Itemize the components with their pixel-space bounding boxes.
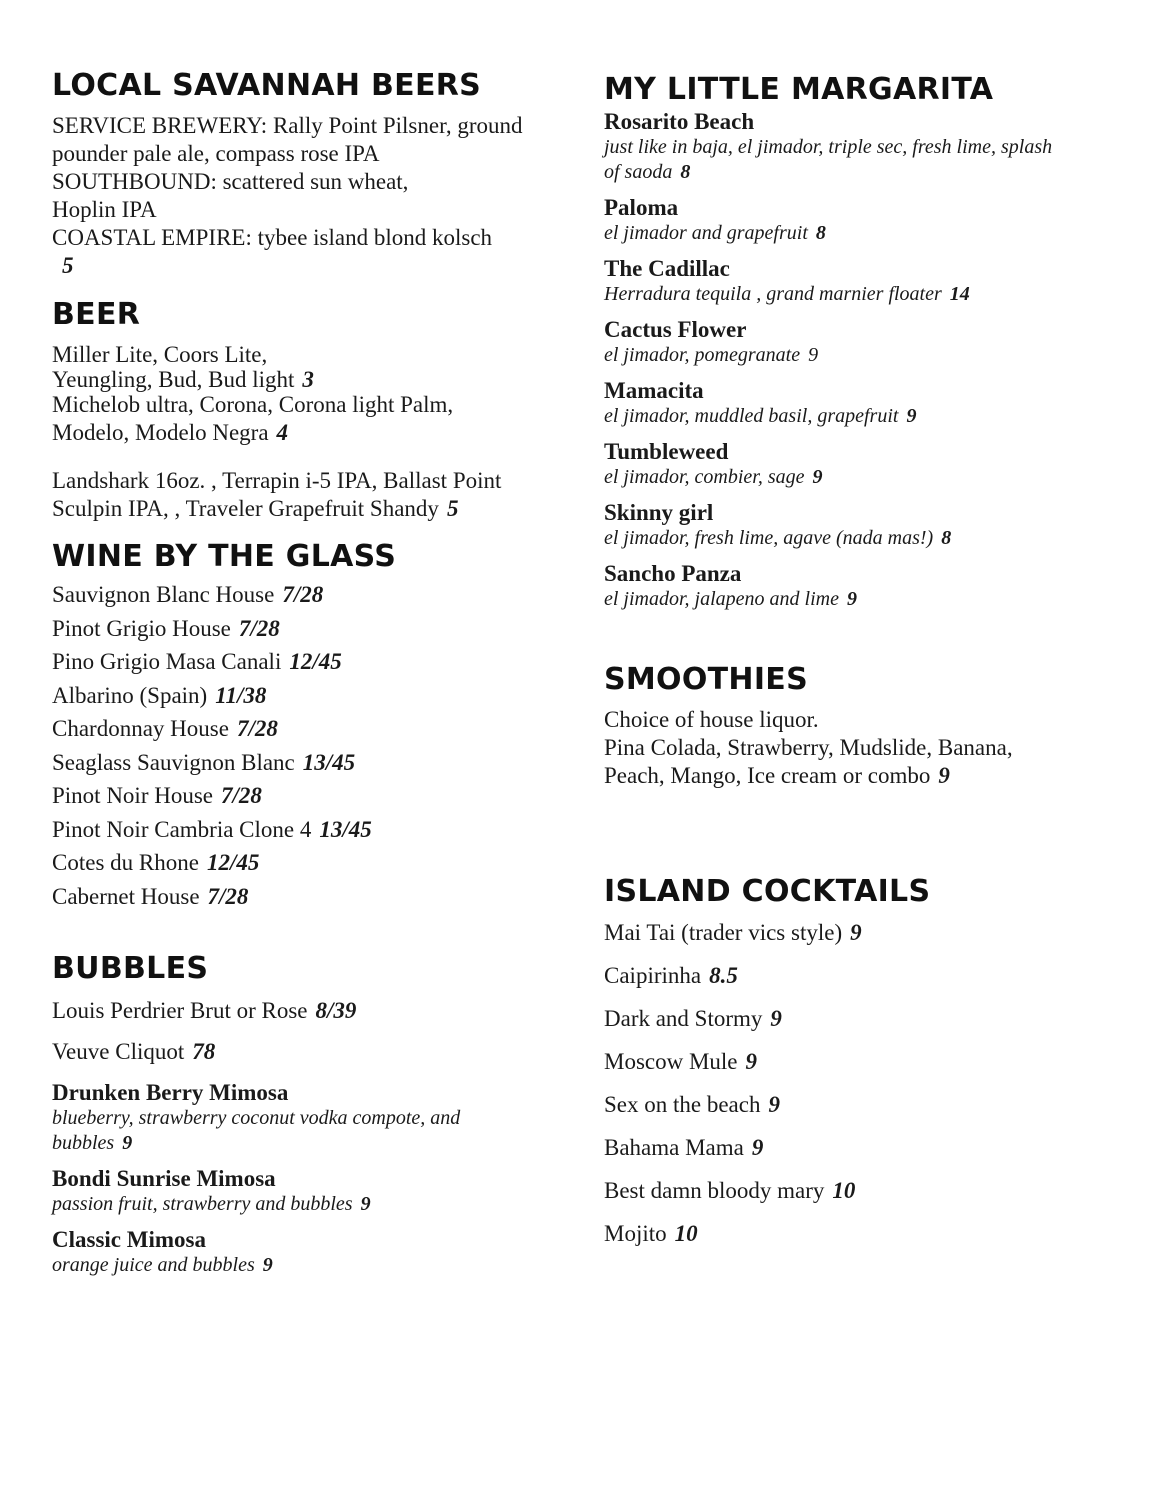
wine-name: Pinot Noir House <box>52 783 213 808</box>
cocktail-name: Best damn bloody mary <box>604 1178 825 1203</box>
beer-line: Landshark 16oz. , Terrapin i-5 IPA, Ballast Point <box>52 468 502 493</box>
margarita-item <box>604 108 1124 185</box>
mimosa-desc: bubbles <box>52 1132 115 1154</box>
cocktail-name: Caipirinha <box>604 963 702 988</box>
margarita-item <box>604 316 1124 368</box>
wine-price: 7/28 <box>236 716 278 741</box>
mimosa-name: Classic Mimosa <box>52 1227 206 1252</box>
local-beers-line: SOUTHBOUND: scattered sun wheat, <box>52 169 409 194</box>
wine-name: Pino Grigio Masa Canali <box>52 649 282 674</box>
margarita-name: The Cadillac <box>604 256 730 281</box>
smoothies-list <box>604 706 1124 790</box>
cocktail-item <box>604 1040 1124 1083</box>
mimosa-price: 9 <box>262 1254 273 1276</box>
cocktail-item <box>604 997 1124 1040</box>
cocktail-item <box>604 1126 1124 1169</box>
wine-price: 12/45 <box>206 850 260 875</box>
local-beers-line: Hoplin IPA <box>52 197 157 222</box>
margarita-desc: el jimador, fresh lime, agave (nada mas!) <box>604 527 934 549</box>
mimosa-price: 9 <box>360 1193 371 1215</box>
local-beers-list <box>52 112 552 280</box>
margarita-item <box>604 255 1124 307</box>
margarita-item <box>604 499 1124 551</box>
margarita-desc: el jimador, jalapeno and lime <box>604 588 839 610</box>
wine-price: 7/28 <box>221 783 262 808</box>
beer-price: 5 <box>446 496 459 521</box>
mimosa-name: Bondi Sunrise Mimosa <box>52 1166 276 1191</box>
mimosa-item <box>52 1079 552 1156</box>
beer-line: Michelob ultra, Corona, Corona light Palm, <box>52 392 454 417</box>
cocktail-item <box>604 1169 1124 1212</box>
margarita-price: 14 <box>949 283 970 305</box>
margarita-price: 9 <box>808 344 819 366</box>
bubbles-name: Louis Perdrier Brut or Rose <box>52 998 308 1023</box>
margarita-name: Mamacita <box>604 378 704 403</box>
cocktail-name: Moscow Mule <box>604 1049 738 1074</box>
margarita-item <box>604 560 1124 612</box>
wine-item <box>52 880 552 914</box>
margarita-name: Cactus Flower <box>604 317 747 342</box>
margarita-price: 9 <box>846 588 857 610</box>
margarita-name: Paloma <box>604 195 679 220</box>
cocktail-item <box>604 911 1124 954</box>
local-beers-line: pounder pale ale, compass rose IPA <box>52 141 380 166</box>
margarita-section <box>604 72 1124 621</box>
mimosa-price: 9 <box>122 1132 133 1154</box>
mimosa-desc: orange juice and bubbles <box>52 1254 255 1276</box>
mimosa-item <box>52 1165 552 1217</box>
bubbles-name: Veuve Cliquot <box>52 1039 185 1064</box>
smoothies-price: 9 <box>938 763 950 788</box>
section-heading: WINE BY THE GLASS <box>52 539 397 574</box>
margarita-price: 8 <box>941 527 952 549</box>
wine-item <box>52 746 552 780</box>
wine-name: Sauvignon Blanc House <box>52 582 275 607</box>
margarita-desc: el jimador and grapefruit <box>604 222 808 244</box>
beer-line: Sculpin IPA, , Traveler Grapefruit Shandy <box>52 496 439 521</box>
cocktail-name: Bahama Mama <box>604 1135 744 1160</box>
section-heading: BEER <box>52 297 141 332</box>
margarita-name: Tumbleweed <box>604 439 729 464</box>
cocktail-price: 9 <box>770 1006 782 1031</box>
cocktail-name: Sex on the beach <box>604 1092 761 1117</box>
beer-line: Yeungling, Bud, Bud light <box>52 367 295 392</box>
wine-item <box>52 779 552 813</box>
wine-price: 7/28 <box>238 615 280 641</box>
section-heading: BUBBLES <box>52 951 209 986</box>
cocktail-price: 10 <box>674 1221 698 1246</box>
cocktail-price: 9 <box>745 1049 758 1074</box>
section-heading: SMOOTHIES <box>604 662 808 697</box>
beer-price: 3 <box>302 367 314 392</box>
wine-name: Pinot Grigio House <box>52 615 231 641</box>
local-beers-section <box>52 68 552 280</box>
margarita-item <box>604 377 1124 429</box>
cocktail-item <box>604 1212 1124 1255</box>
margarita-price: 8 <box>680 161 691 183</box>
margarita-desc: el jimador, pomegranate <box>604 344 801 366</box>
beer-price: 4 <box>276 420 289 445</box>
wine-item <box>52 813 552 847</box>
bubbles-price: 8/39 <box>315 998 357 1023</box>
smoothies-line: Pina Colada, Strawberry, Mudslide, Banana, <box>604 735 1013 760</box>
wine-price: 7/28 <box>207 883 249 909</box>
beer-line: Miller Lite, Coors Lite, <box>52 342 268 367</box>
cocktail-name: Mai Tai (trader vics style) <box>604 920 843 945</box>
wine-item <box>52 645 552 679</box>
margarita-name: Sancho Panza <box>604 561 742 586</box>
island-section <box>604 874 1124 1255</box>
cocktail-price: 10 <box>832 1178 856 1203</box>
cocktail-name: Dark and Stormy <box>604 1006 763 1031</box>
beer-section <box>52 297 552 523</box>
bubbles-price: 78 <box>192 1039 216 1064</box>
smoothies-section <box>604 662 1124 790</box>
wine-item <box>52 578 552 612</box>
wine-price: 13/45 <box>319 816 372 842</box>
island-list <box>604 911 1124 1255</box>
wine-name: Seaglass Sauvignon Blanc <box>52 749 295 775</box>
wine-name: Cotes du Rhone <box>52 850 199 875</box>
wine-section <box>52 539 552 913</box>
mimosa-item <box>52 1226 552 1278</box>
wine-name: Cabernet House <box>52 883 200 909</box>
section-heading: LOCAL SAVANNAH BEERS <box>52 68 482 103</box>
wine-price: 12/45 <box>289 649 342 674</box>
margarita-list <box>604 108 1124 612</box>
cocktail-name: Mojito <box>604 1221 667 1246</box>
wine-price: 7/28 <box>282 582 324 607</box>
mimosa-desc: blueberry, strawberry coconut vodka compote, and <box>52 1107 461 1129</box>
margarita-name: Skinny girl <box>604 500 714 525</box>
section-heading: MY LITTLE MARGARITA <box>604 72 994 107</box>
beer-list <box>52 341 552 523</box>
wine-item <box>52 612 552 646</box>
beer-line: Modelo, Modelo Negra <box>52 420 269 445</box>
cocktail-price: 9 <box>768 1092 780 1117</box>
section-heading: ISLAND COCKTAILS <box>604 874 931 909</box>
wine-price: 11/38 <box>215 682 267 708</box>
smoothies-line: Peach, Mango, Ice cream or combo <box>604 763 931 788</box>
margarita-item <box>604 438 1124 490</box>
wine-list <box>52 578 552 913</box>
wine-item <box>52 846 552 880</box>
wine-price: 13/45 <box>302 749 356 775</box>
margarita-desc: el jimador, combier, sage <box>604 466 805 488</box>
margarita-desc: el jimador, muddled basil, grapefruit <box>604 405 899 427</box>
margarita-price: 9 <box>906 405 917 427</box>
cocktail-item <box>604 1083 1124 1126</box>
margarita-price: 8 <box>815 222 826 244</box>
cocktail-item <box>604 954 1124 997</box>
bubbles-section <box>52 951 552 1287</box>
margarita-desc: of saoda <box>604 161 673 183</box>
local-beers-line: SERVICE BREWERY: Rally Point Pilsner, ground <box>52 113 523 138</box>
wine-name: Chardonnay House <box>52 716 229 741</box>
mimosa-name: Drunken Berry Mimosa <box>52 1080 289 1105</box>
local-beers-line: COASTAL EMPIRE: tybee island blond kolsch <box>52 225 493 250</box>
margarita-name: Rosarito Beach <box>604 109 755 134</box>
wine-item <box>52 679 552 713</box>
bubbles-item <box>52 1038 552 1066</box>
smoothies-line: Choice of house liquor. <box>604 707 819 732</box>
margarita-price: 9 <box>812 466 823 488</box>
wine-item <box>52 712 552 746</box>
margarita-item <box>604 194 1124 246</box>
wine-name: Albarino (Spain) <box>52 682 208 708</box>
cocktail-price: 9 <box>751 1135 764 1160</box>
local-beers-price: 5 <box>62 253 74 278</box>
mimosa-desc: passion fruit, strawberry and bubbles <box>52 1193 353 1215</box>
bubbles-list <box>52 997 552 1278</box>
bubbles-item <box>52 997 552 1025</box>
margarita-desc: just like in baja, el jimador, triple sec, fresh lime, splash <box>604 136 1053 158</box>
wine-name: Pinot Noir Cambria Clone 4 <box>52 816 312 842</box>
cocktail-price: 9 <box>850 920 862 945</box>
cocktail-price: 8.5 <box>709 963 738 988</box>
margarita-desc: Herradura tequila , grand marnier floater <box>604 283 942 305</box>
